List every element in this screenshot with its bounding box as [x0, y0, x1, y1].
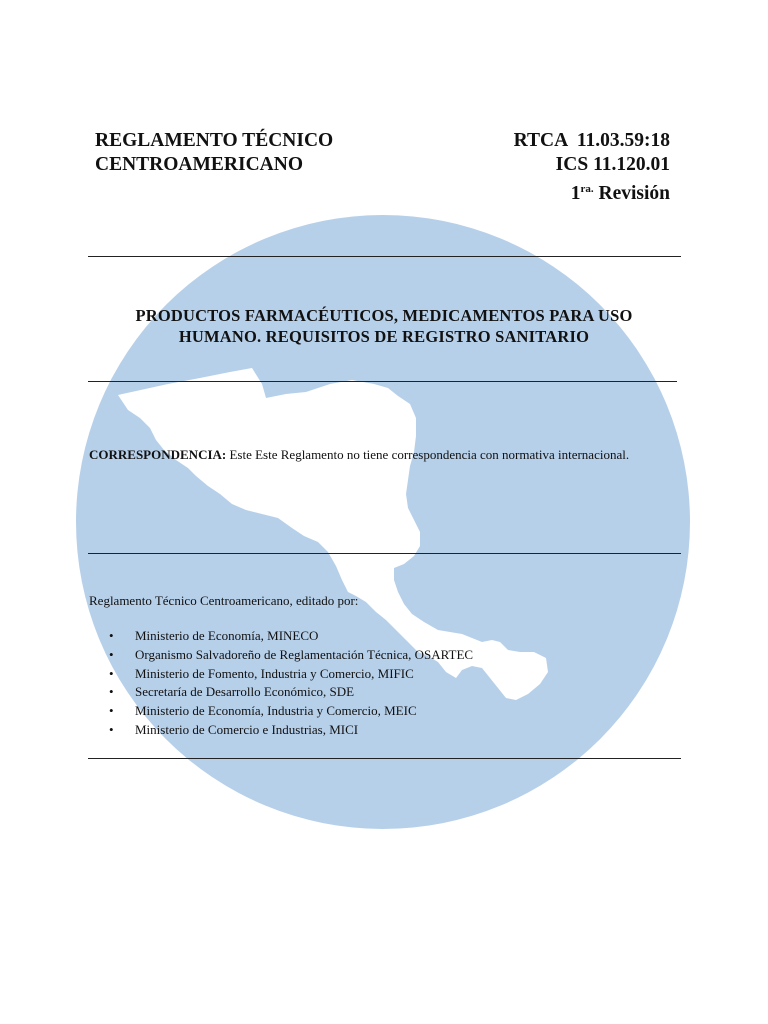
list-item: • Secretaría de Desarrollo Económico, SDE — [105, 683, 473, 702]
document-title-line1: PRODUCTOS FARMACÉUTICOS, MEDICAMENTOS PARA USO — [135, 306, 633, 325]
edited-by-text: Reglamento Técnico Centroamericano, editado por: — [89, 593, 359, 608]
ics-code: ICS 11.120.01 — [555, 154, 670, 175]
regulation-type-heading — [95, 129, 333, 177]
regulation-type-line1: REGLAMENTO TÉCNICO — [95, 130, 334, 151]
regulation-type-line2: CENTROAMERICANO — [95, 154, 304, 175]
document-title-line2: HUMANO. REQUISITOS DE REGISTRO SANITARIO — [178, 327, 590, 346]
divider-3 — [88, 553, 681, 554]
correspondence-label: CORRESPONDENCIA: — [89, 447, 227, 462]
divider-2 — [88, 381, 677, 382]
revision-number: 1 — [570, 183, 581, 204]
list-item: • Organismo Salvadoreño de Reglamentación Técnica, OSARTEC — [105, 646, 473, 665]
editors-list — [105, 627, 473, 740]
revision-superscript: ra. — [580, 183, 594, 195]
correspondence-paragraph — [89, 446, 680, 463]
list-item: • Ministerio de Economía, MINECO — [105, 627, 473, 646]
revision-label — [514, 177, 670, 206]
regulation-code-block — [514, 129, 670, 206]
list-item: • Ministerio de Economía, Industria y Comercio, MEIC — [105, 702, 473, 721]
list-item: • Ministerio de Comercio e Industrias, MICI — [105, 721, 473, 740]
divider-4 — [88, 758, 681, 759]
correspondence-text: Este Este Reglamento no tiene correspondencia con normativa internacional. — [226, 447, 630, 462]
list-item: • Ministerio de Fomento, Industria y Comercio, MIFIC — [105, 665, 473, 684]
divider-1 — [88, 256, 681, 257]
rtca-code: RTCA 11.03.59:18 — [513, 130, 670, 151]
document-title — [88, 305, 680, 347]
revision-word: Revisión — [593, 183, 670, 204]
